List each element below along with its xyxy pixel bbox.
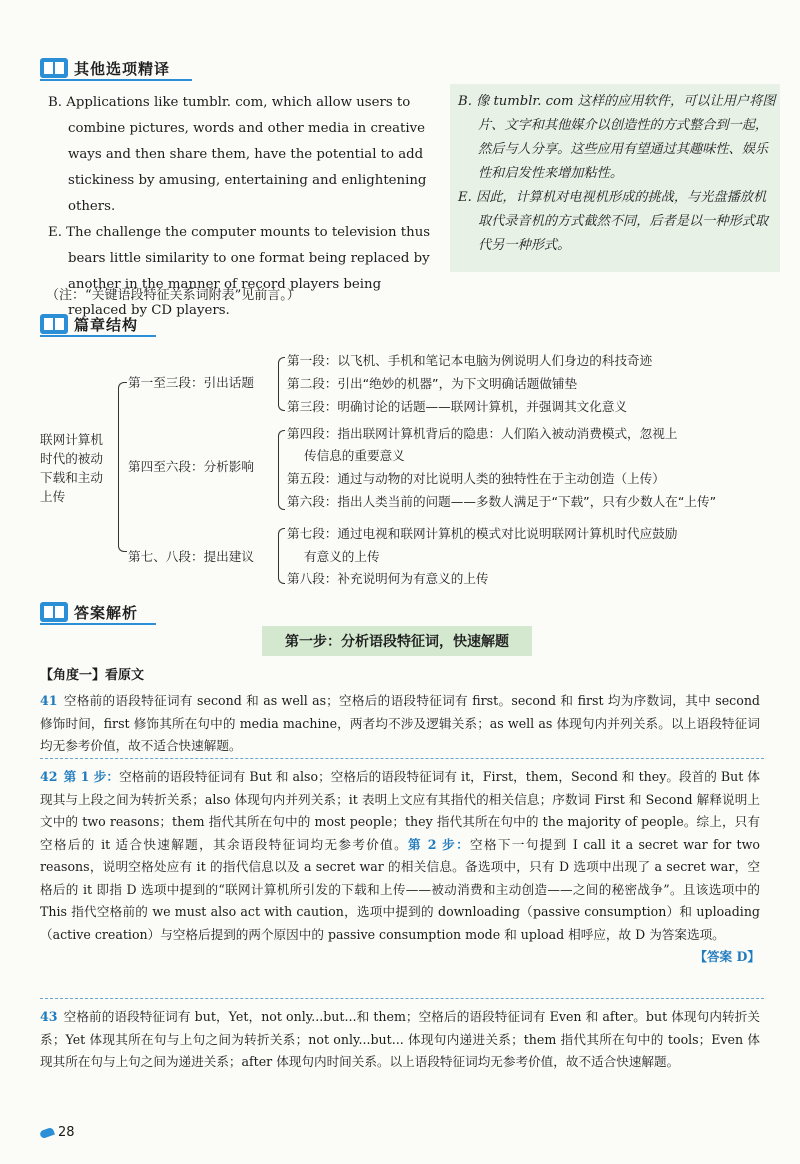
para-item: 第七段：通过电视和联网计算机的模式对比说明联网计算机时代应鼓励 (287, 526, 678, 541)
book-icon (40, 58, 68, 78)
analysis-42: 42 第 1 步：空格前的语段特征词有 But 和 also；空格后的语段特征词有 it，First，them，Second 和 they。段首的 But 体现其与上段之间为转折关系；also 体现句内并列关系；it 表明上文应有其指代的相关信息；序数词 First 和 Second 解释说明上文中的 two reasons；them 指代其所在句中的 most people；they 指代其所在句中的 the majority of people。综上，只有空格后的 it 适合快速解题，其余语段特征词均无参考价值。第 2 步：空格下一句提到 I call it a secret war for two reasons，说明空格处应有 it 的指代信息以及 a secret war 的相关信息。备选项中，只有 D 选项中出现了 a secret war，空格后的 it 即指 D 选项中提到的“联网计算机所引发的下载和上传——被动消费和主动创造——之间的秘密战争”。且该选项中的 This 指代空格前的 we must also act with caution，选项中提到的 downloading（passive consumption）和 uploading （active creation）与空格后提到的两个原因中的 passive consumption mode 和 upload 相呼应，故 D 为答案选项。 【答案 D】 (40, 766, 760, 969)
para-item: 传信息的重要意义 (304, 448, 405, 463)
book-icon (40, 602, 68, 622)
tree-root: 联网计算机 时代的被动 下载和主动 上传 (40, 432, 103, 504)
divider (40, 998, 764, 999)
translation-box (450, 84, 780, 272)
group-label: 第四至六段：分析影响 (128, 459, 254, 474)
analysis-43: 43 空格前的语段特征词有 but，Yet，not only...but...和 them；空格后的语段特征词有 Even 和 after。but 体现句内转折关系；Yet 体现其所在句与上句之间为转折关系；not only...but... 体现句内递进关系；them 指代其所在句中的 tools；Even 体现其所在句与上句之间为递进关系；after 体现句内时间关系。以上语段特征词均无参考价值，故不适合快速解题。 (40, 1009, 760, 1069)
para-item: 第六段：指出人类当前的问题——多数人满足于“下载”，只有少数人在“上传” (287, 494, 717, 509)
para-item: 第八段：补充说明何为有意义的上传 (287, 571, 489, 586)
brace-group-3 (278, 528, 285, 584)
section-underline (40, 335, 156, 337)
brace-root (118, 382, 127, 552)
option-e-en: E. The challenge the computer mounts to television thus bears little similarity to one format being replaced by another in the manner of record players being replaced by CD players. (48, 225, 431, 318)
section-title: 其他选项精译 (74, 59, 171, 78)
para-item: 有意义的上传 (304, 549, 380, 564)
para-item: 第五段：通过与动物的对比说明人类的独特性在于主动创造（上传） (287, 471, 665, 486)
analysis-41: 41 空格前的语段特征词有 second 和 as well as；空格后的语段特征词有 first。second 和 first 均为序数词，其中 second 修饰时间，first 修饰其所在句中的 media machine，两者均不涉及逻辑关系；as well as 体现句内并列关系。以上语段特征词均无参考价值，故不适合快速解题。 (40, 693, 760, 753)
option-e-cn: E. 因此，计算机对电视机形成的挑战，与光盘播放机取代录音机的方式截然不同，后者是以一种形式取代另一种形式。 (458, 190, 769, 253)
section-title: 篇章结构 (74, 315, 139, 334)
note-text: （注：“关键语段特征关系词附表”见前言。） (46, 288, 300, 303)
divider (40, 758, 764, 759)
question-number: 43 (40, 1009, 58, 1024)
section-header-answer (40, 600, 138, 624)
group-label: 第一至三段：引出话题 (128, 375, 254, 390)
group-label: 第七、八段：提出建议 (128, 549, 254, 564)
section-underline (40, 623, 156, 625)
para-item: 第三段：明确讨论的话题——联网计算机，并强调其文化意义 (287, 399, 628, 414)
page-swoosh-icon (39, 1126, 55, 1138)
section-title: 答案解析 (74, 603, 139, 622)
section-header-structure (40, 312, 138, 336)
brace-group-1 (278, 357, 285, 411)
page-footer (40, 1125, 75, 1140)
question-number: 41 (40, 693, 58, 708)
para-item: 第四段：指出联网计算机背后的隐患：人们陷入被动消费模式，忽视上 (287, 426, 678, 441)
page-number: 28 (58, 1125, 75, 1140)
brace-group-2 (278, 430, 285, 510)
question-number: 42 (40, 769, 58, 784)
angle-heading: 【角度一】看原文 (40, 668, 145, 683)
answer-label: 【答案 D】 (694, 949, 760, 964)
para-item: 第二段：引出“绝妙的机器”，为下文明确话题做铺垫 (287, 376, 578, 391)
option-b-en: B. Applications like tumblr. com, which allow users to combine pictures, words and other media in creative ways and then share them, have the potential to add stickiness by amusing, entertaining and enlightening others. (48, 95, 427, 214)
para-item: 第一段：以飞机、手机和笔记本电脑为例说明人们身边的科技奇迹 (287, 353, 653, 368)
book-icon (40, 314, 68, 334)
option-b-cn: B. 像 tumblr. com 这样的应用软件，可以让用户将图片、文字和其他媒介以创造性的方式整合到一起，然后与人分享。这些应用有望通过其趣味性、娱乐性和启发性来增加粘性。 (458, 94, 776, 181)
section-header-other-options (40, 56, 170, 80)
step-banner: 第一步：分析语段特征词，快速解题 (262, 626, 532, 656)
section-underline (40, 79, 192, 81)
